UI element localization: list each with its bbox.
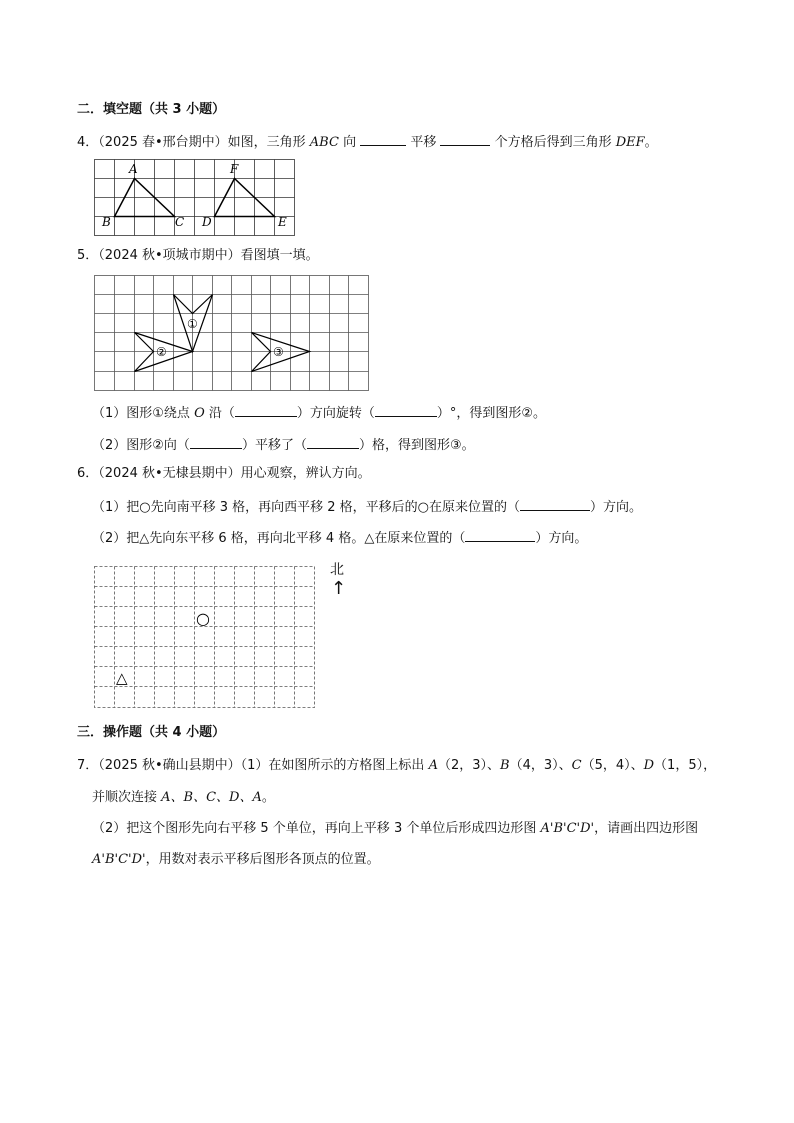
q5-blank-translation-count[interactable] <box>307 435 359 449</box>
q7-coord-c: （5，4）、 <box>581 758 644 773</box>
q4-def: DEF <box>615 135 645 150</box>
q5-blank-translation-direction[interactable] <box>190 435 242 449</box>
q5-grid-figure <box>94 275 370 392</box>
q5-blank-rotation-degree[interactable] <box>375 403 437 417</box>
q4-mid1: 向 <box>338 135 361 150</box>
question-7-line-2 <box>92 789 275 807</box>
q6-s2-a: （2）把△先向东平移 6 格，再向北平移 4 格。△在原来位置的（ <box>92 531 466 546</box>
q6-circle-marker: ○ <box>196 609 210 628</box>
q7-point-b: B <box>500 758 510 773</box>
q7-coord-d: （1，5）， <box>654 758 717 773</box>
label-c: C <box>175 215 185 229</box>
q7-line4-shape: A'B'C'D' <box>92 852 146 867</box>
q5-subquestion-1 <box>92 403 546 423</box>
q7-line3-a: （2）把这个图形先向右平移 5 个单位，再向上平移 3 个单位后形成四边形图 <box>92 821 541 836</box>
q7-line3-shape: A'B'C'D' <box>540 821 595 836</box>
q6-s2-b: ）方向。 <box>535 531 588 546</box>
question-4-text <box>77 132 658 152</box>
q7-coord-a: （2，3）、 <box>437 758 500 773</box>
q6-subquestion-2 <box>92 528 587 548</box>
q5-s1-a: （1）图形①绕点 <box>92 406 195 421</box>
q5-s2-c: ）格，得到图形③。 <box>358 438 475 453</box>
q7-line3-c: ，请画出四边形图 <box>594 821 699 836</box>
figure-2-label: ② <box>156 345 167 359</box>
figure-1-label: ① <box>187 317 198 331</box>
q7-line2-c: 。 <box>261 790 275 805</box>
label-e: E <box>278 215 287 229</box>
q4-abc: ABC <box>309 135 339 150</box>
figure-3-label: ③ <box>273 345 284 359</box>
q5-subquestion-2 <box>92 435 475 455</box>
label-f: F <box>230 162 239 176</box>
q5-s1-b: 沿（ <box>204 406 235 421</box>
question-6-text: 6．（2024 秋•无棣县期中）用心观察，辨认方向。 <box>77 466 371 481</box>
north-arrow-icon: ↑ <box>331 578 347 599</box>
question-7-line-1 <box>77 757 716 775</box>
q5-s2-b: ）平移了（ <box>241 438 307 453</box>
section-3-heading: 三．操作题（共 4 小题） <box>77 725 226 740</box>
q7-point-d: D <box>643 758 655 773</box>
question-7-line-3 <box>92 820 698 838</box>
label-b: B <box>102 215 111 229</box>
q4-mid3: 个方格后得到三角形 <box>490 135 616 150</box>
q7-point-a: A <box>428 758 438 773</box>
q4-blank-direction[interactable] <box>360 132 406 146</box>
q4-mid2: 平移 <box>406 135 441 150</box>
label-d: D <box>202 215 212 229</box>
q7-coord-b: （4，3）、 <box>509 758 572 773</box>
q6-triangle-marker: △ <box>116 669 128 687</box>
q7-line1-a: 7．（2025 秋•确山县期中）（1）在如图所示的方格图上标出 <box>77 758 429 773</box>
q6-s1-a: （1）把○先向南平移 3 格，再向西平移 2 格，平移后的○在原来位置的（ <box>92 500 521 515</box>
q7-line4-b: ，用数对表示平移后图形各顶点的位置。 <box>145 852 380 867</box>
question-5-text: 5．（2024 秋•项城市期中）看图填一填。 <box>77 248 319 263</box>
q7-point-c: C <box>571 758 582 773</box>
q5-s1-d: ）°，得到图形②。 <box>436 406 547 421</box>
q7-line2-points: A、B、C、D、A <box>161 790 262 805</box>
q4-grid-figure <box>94 159 296 239</box>
q5-s1-c: ）方向旋转（ <box>296 406 375 421</box>
q5-s1-o: O <box>194 406 205 421</box>
q5-s2-a: （2）图形②向（ <box>92 438 190 453</box>
question-7-line-4 <box>92 851 380 869</box>
q4-blank-count[interactable] <box>440 132 490 146</box>
q6-blank-triangle-direction[interactable] <box>465 528 535 542</box>
north-label: 北 <box>330 562 344 578</box>
q4-prefix: 4．（2025 春•邢台期中）如图，三角形 <box>77 135 310 150</box>
q6-blank-circle-direction[interactable] <box>520 497 590 511</box>
q6-subquestion-1 <box>92 497 642 517</box>
q5-blank-rotation-direction[interactable] <box>235 403 297 417</box>
label-a: A <box>129 162 138 176</box>
section-2-heading: 二．填空题（共 3 小题） <box>77 102 226 117</box>
q7-line2-a: 并顺次连接 <box>92 790 162 805</box>
q6-s1-b: ）方向。 <box>590 500 643 515</box>
q6-grid-figure <box>94 566 316 710</box>
q4-end: 。 <box>644 135 658 150</box>
